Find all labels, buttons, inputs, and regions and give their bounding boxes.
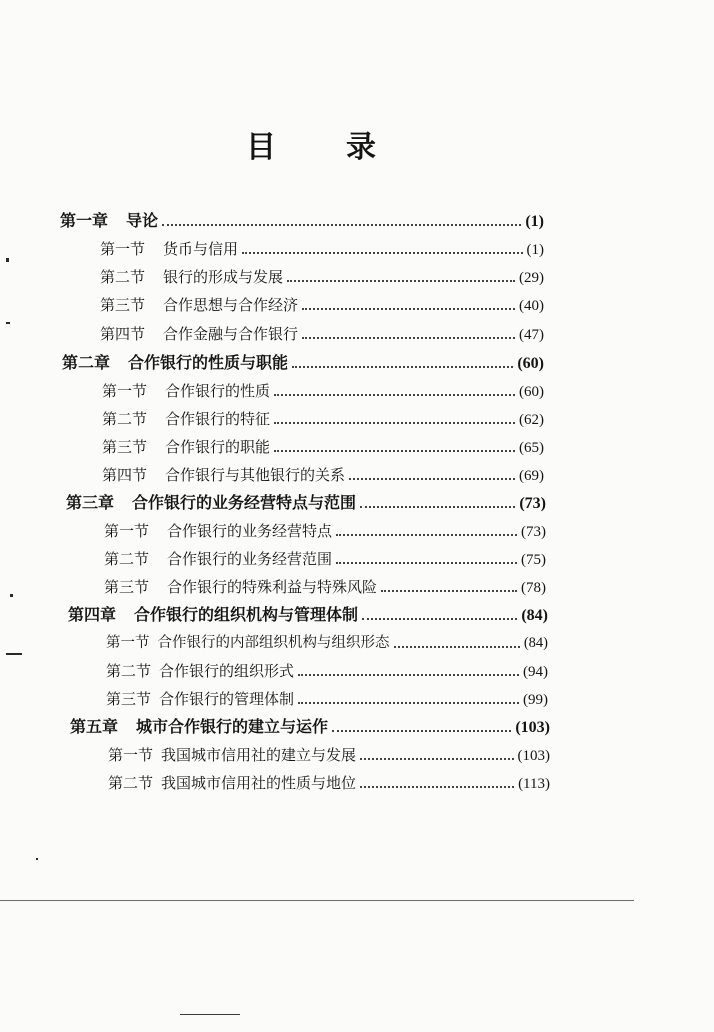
- toc-entry-section[interactable]: [100, 264, 544, 290]
- page-number: (94): [523, 664, 548, 680]
- scan-edge-line: [0, 900, 634, 901]
- page-number: (47): [519, 327, 544, 343]
- chapter-number: 第一章: [60, 211, 109, 230]
- page-number: (75): [521, 552, 546, 568]
- scan-speck: [10, 594, 13, 597]
- dot-leader: [302, 308, 515, 310]
- scan-speck: [6, 653, 22, 655]
- page-number: (29): [519, 270, 544, 286]
- scan-speck: [36, 858, 38, 860]
- section-title: 合作银行的管理体制: [159, 690, 295, 708]
- page-number: (60): [517, 355, 544, 372]
- page-number: (103): [517, 748, 550, 764]
- dot-leader: [242, 252, 522, 254]
- toc-entry-chapter-5[interactable]: [70, 714, 550, 740]
- chapter-title: 合作银行的业务经营特点与范围: [132, 493, 357, 512]
- chapter-title: 城市合作银行的建立与运作: [136, 717, 329, 736]
- section-title: 合作银行的组织形式: [159, 662, 295, 680]
- chapter-number: 第二章: [62, 353, 111, 372]
- section-number: 第三节: [100, 296, 146, 314]
- page-number: (113): [518, 776, 550, 792]
- page-number: (60): [519, 384, 544, 400]
- section-title: 我国城市信用社的建立与发展: [161, 746, 357, 764]
- chapter-number: 第三章: [66, 493, 115, 512]
- section-number: 第二节: [106, 662, 152, 680]
- section-number: 第四节: [102, 466, 148, 484]
- toc-entry-section[interactable]: [100, 321, 544, 347]
- page-number: (40): [519, 298, 544, 314]
- toc-entry-chapter-3[interactable]: [66, 490, 546, 516]
- toc-entry-section[interactable]: [106, 630, 548, 656]
- scan-edge-line: [180, 1014, 240, 1015]
- section-number: 第一节: [100, 240, 146, 258]
- toc-entry-section[interactable]: [102, 462, 544, 488]
- section-number: 第三节: [102, 438, 148, 456]
- toc-entry-section[interactable]: [108, 770, 550, 796]
- section-title: 合作银行与其他银行的关系: [165, 466, 346, 484]
- chapter-number: 第四章: [68, 605, 117, 624]
- section-title: 合作银行的内部组织机构与组织形态: [157, 635, 390, 651]
- page-number: (99): [523, 692, 548, 708]
- dot-leader: [302, 337, 515, 339]
- dot-leader: [336, 562, 517, 564]
- section-number: 第二节: [108, 774, 154, 792]
- toc-entry-chapter-2[interactable]: [62, 350, 544, 376]
- page-number: (1): [526, 242, 544, 258]
- page-number: (103): [515, 719, 550, 736]
- section-number: 第一节: [108, 746, 154, 764]
- page-number: (69): [519, 468, 544, 484]
- page-number: (84): [521, 607, 548, 624]
- section-title: 我国城市信用社的性质与地位: [161, 774, 357, 792]
- section-number: 第一节: [106, 635, 150, 651]
- dot-leader: [274, 394, 515, 396]
- section-title: 合作银行的业务经营特点: [167, 522, 333, 540]
- dot-leader: [298, 674, 519, 676]
- toc-entry-section[interactable]: [106, 686, 548, 712]
- toc-entry-section[interactable]: [100, 236, 544, 262]
- page-number: (62): [519, 412, 544, 428]
- title-char-2: 录: [346, 130, 376, 165]
- chapter-title: 合作银行的组织机构与管理体制: [134, 605, 359, 624]
- section-number: 第二节: [102, 410, 148, 428]
- toc-entry-section[interactable]: [104, 574, 546, 600]
- page-number: (65): [519, 440, 544, 456]
- toc-entry-chapter-1[interactable]: [60, 208, 544, 234]
- page-number: (84): [523, 635, 548, 651]
- toc-entry-section[interactable]: [108, 742, 550, 768]
- section-number: 第三节: [104, 578, 150, 596]
- page-number: (78): [521, 580, 546, 596]
- toc-entry-section[interactable]: [102, 434, 544, 460]
- section-number: 第一节: [104, 522, 150, 540]
- section-title: 合作思想与合作经济: [163, 296, 299, 314]
- section-title: 合作金融与合作银行: [163, 325, 299, 343]
- dot-leader: [287, 280, 515, 282]
- scan-speck: [6, 258, 9, 262]
- dot-leader: [349, 478, 515, 480]
- section-title: 货币与信用: [163, 240, 239, 258]
- scan-speck: [6, 322, 10, 324]
- section-number: 第四节: [100, 325, 146, 343]
- section-title: 合作银行的职能: [165, 438, 271, 456]
- chapter-title: 合作银行的性质与职能: [128, 353, 289, 372]
- dot-leader: [362, 618, 517, 620]
- toc-entry-section[interactable]: [102, 406, 544, 432]
- title-char-1: 目: [246, 130, 276, 165]
- dot-leader: [360, 786, 514, 788]
- page-number: (73): [519, 495, 546, 512]
- page-number: (1): [525, 213, 544, 230]
- section-title: 合作银行的业务经营范围: [167, 550, 333, 568]
- dot-leader: [274, 422, 515, 424]
- toc-entry-section[interactable]: [100, 292, 544, 318]
- dot-leader: [162, 224, 521, 226]
- section-number: 第二节: [100, 268, 146, 286]
- section-number: 第二节: [104, 550, 150, 568]
- dot-leader: [360, 506, 515, 508]
- dot-leader: [274, 450, 515, 452]
- section-title: 合作银行的特殊利益与特殊风险: [167, 578, 378, 596]
- section-title: 合作银行的特征: [165, 410, 271, 428]
- toc-entry-section[interactable]: [104, 546, 546, 572]
- toc-entry-chapter-4[interactable]: [68, 602, 548, 628]
- section-title: 银行的形成与发展: [163, 268, 284, 286]
- dot-leader: [298, 702, 519, 704]
- dot-leader: [360, 758, 513, 760]
- toc-entry-section[interactable]: [102, 378, 544, 404]
- dot-leader: [336, 534, 517, 536]
- dot-leader: [292, 366, 513, 368]
- dot-leader: [394, 646, 520, 648]
- chapter-number: 第五章: [70, 717, 119, 736]
- dot-leader: [332, 730, 511, 732]
- section-number: 第一节: [102, 382, 148, 400]
- section-title: 合作银行的性质: [165, 382, 271, 400]
- toc-entry-section[interactable]: [106, 658, 548, 684]
- chapter-title: 导论: [126, 211, 159, 230]
- toc-entry-section[interactable]: [104, 518, 546, 544]
- section-number: 第三节: [106, 690, 152, 708]
- page-number: (73): [521, 524, 546, 540]
- dot-leader: [381, 590, 517, 592]
